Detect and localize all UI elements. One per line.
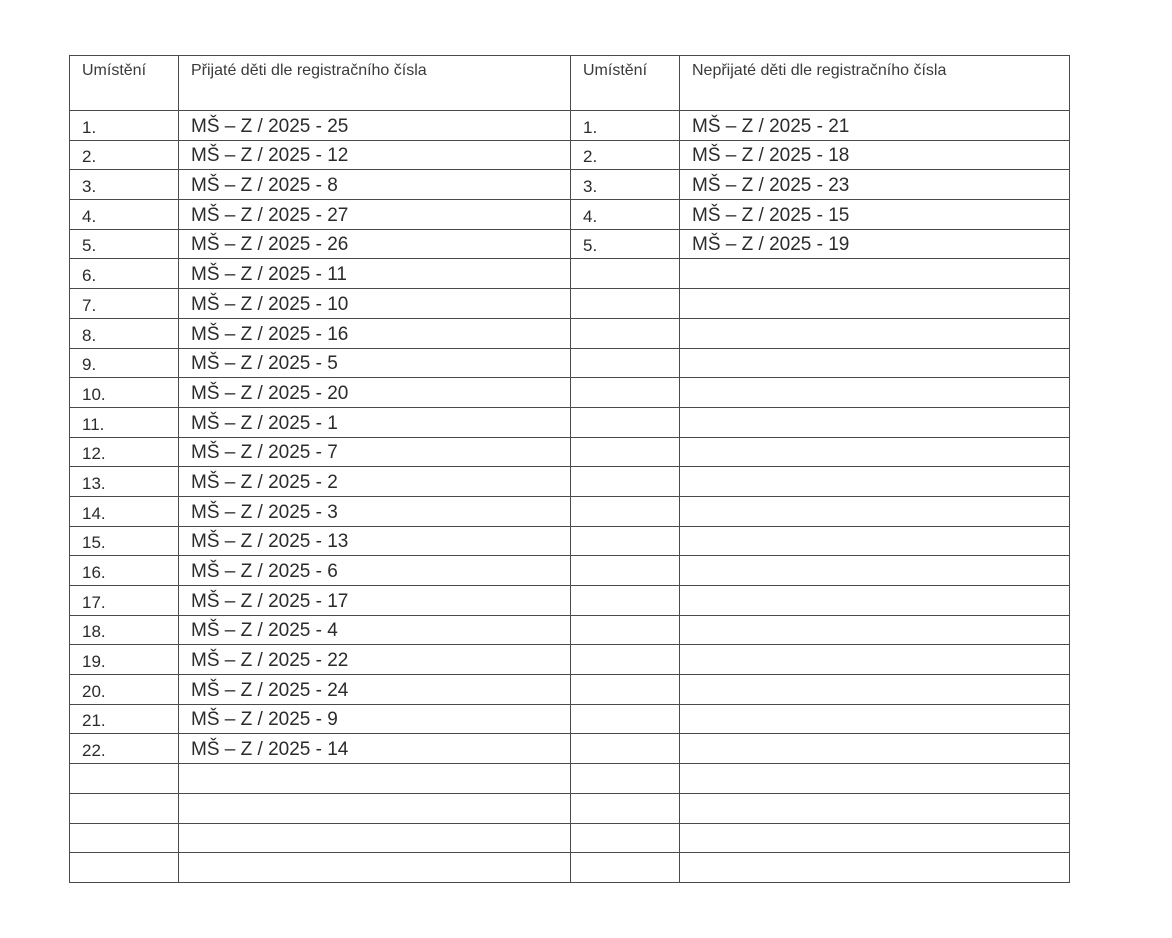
accepted-reg-cell: MŠ – Z / 2025 - 17 [179, 586, 571, 616]
rejected-rank-cell [571, 496, 680, 526]
rejected-reg-cell: MŠ – Z / 2025 - 19 [680, 229, 1070, 259]
rejected-rank-cell [571, 675, 680, 705]
accepted-rank-cell: 1. [70, 111, 179, 141]
rejected-rank-cell: 1. [571, 111, 680, 141]
accepted-rank-cell [70, 853, 179, 883]
rejected-reg-cell [680, 853, 1070, 883]
rejected-reg-cell [680, 823, 1070, 853]
table-row [70, 467, 1070, 497]
rejected-reg-cell [680, 407, 1070, 437]
rejected-reg-cell: MŠ – Z / 2025 - 15 [680, 200, 1070, 230]
accepted-reg-cell: MŠ – Z / 2025 - 26 [179, 229, 571, 259]
table-row [70, 823, 1070, 853]
rejected-rank-cell [571, 378, 680, 408]
accepted-reg-cell: MŠ – Z / 2025 - 7 [179, 437, 571, 467]
table-row [70, 378, 1070, 408]
table-row [70, 586, 1070, 616]
table-header-row [70, 56, 1070, 111]
accepted-rank-cell [70, 793, 179, 823]
accepted-reg-cell: MŠ – Z / 2025 - 25 [179, 111, 571, 141]
accepted-rank-cell: 17. [70, 586, 179, 616]
rejected-reg-cell [680, 467, 1070, 497]
accepted-reg-cell: MŠ – Z / 2025 - 16 [179, 318, 571, 348]
table-row [70, 407, 1070, 437]
accepted-rank-cell: 8. [70, 318, 179, 348]
table-row [70, 200, 1070, 230]
rejected-rank-cell [571, 259, 680, 289]
accepted-reg-cell: MŠ – Z / 2025 - 27 [179, 200, 571, 230]
rejected-rank-cell [571, 734, 680, 764]
rejected-rank-cell [571, 318, 680, 348]
rejected-reg-cell [680, 645, 1070, 675]
accepted-rank-cell: 6. [70, 259, 179, 289]
rejected-rank-cell: 2. [571, 140, 680, 170]
rejected-reg-cell [680, 318, 1070, 348]
table-row [70, 348, 1070, 378]
accepted-rank-cell [70, 764, 179, 794]
table-row [70, 764, 1070, 794]
rejected-reg-cell [680, 764, 1070, 794]
rejected-rank-cell [571, 467, 680, 497]
accepted-reg-cell: MŠ – Z / 2025 - 12 [179, 140, 571, 170]
accepted-reg-cell: MŠ – Z / 2025 - 8 [179, 170, 571, 200]
rejected-reg-cell: MŠ – Z / 2025 - 23 [680, 170, 1070, 200]
rejected-reg-cell [680, 526, 1070, 556]
rejected-reg-cell [680, 378, 1070, 408]
accepted-rank-cell: 5. [70, 229, 179, 259]
admission-results-sheet [69, 55, 1069, 883]
accepted-reg-cell: MŠ – Z / 2025 - 6 [179, 556, 571, 586]
rejected-rank-cell: 4. [571, 200, 680, 230]
accepted-reg-cell: MŠ – Z / 2025 - 3 [179, 496, 571, 526]
accepted-reg-cell: MŠ – Z / 2025 - 13 [179, 526, 571, 556]
accepted-rank-cell: 19. [70, 645, 179, 675]
table-row [70, 704, 1070, 734]
table-row [70, 170, 1070, 200]
accepted-rank-cell: 21. [70, 704, 179, 734]
rejected-rank-cell [571, 704, 680, 734]
accepted-reg-cell: MŠ – Z / 2025 - 4 [179, 615, 571, 645]
table-row [70, 645, 1070, 675]
accepted-reg-cell [179, 853, 571, 883]
table-row [70, 793, 1070, 823]
rejected-reg-cell [680, 704, 1070, 734]
header-rank-accepted: Umístění [70, 56, 179, 111]
accepted-reg-cell: MŠ – Z / 2025 - 10 [179, 289, 571, 319]
accepted-reg-cell: MŠ – Z / 2025 - 11 [179, 259, 571, 289]
accepted-rank-cell: 7. [70, 289, 179, 319]
rejected-rank-cell [571, 793, 680, 823]
table-row [70, 289, 1070, 319]
accepted-reg-cell: MŠ – Z / 2025 - 20 [179, 378, 571, 408]
accepted-reg-cell: MŠ – Z / 2025 - 5 [179, 348, 571, 378]
accepted-rank-cell: 20. [70, 675, 179, 705]
accepted-rank-cell: 2. [70, 140, 179, 170]
rejected-reg-cell [680, 734, 1070, 764]
rejected-reg-cell [680, 675, 1070, 705]
accepted-rank-cell: 10. [70, 378, 179, 408]
rejected-rank-cell [571, 437, 680, 467]
rejected-reg-cell [680, 615, 1070, 645]
accepted-reg-cell [179, 793, 571, 823]
rejected-rank-cell [571, 645, 680, 675]
admission-results-table [69, 55, 1070, 883]
accepted-reg-cell [179, 764, 571, 794]
header-rank-rejected: Umístění [571, 56, 680, 111]
accepted-rank-cell: 11. [70, 407, 179, 437]
header-accepted: Přijaté děti dle registračního čísla [179, 56, 571, 111]
rejected-reg-cell [680, 348, 1070, 378]
rejected-reg-cell [680, 289, 1070, 319]
accepted-rank-cell: 22. [70, 734, 179, 764]
table-row [70, 140, 1070, 170]
rejected-reg-cell [680, 586, 1070, 616]
accepted-reg-cell [179, 823, 571, 853]
accepted-rank-cell: 9. [70, 348, 179, 378]
rejected-reg-cell [680, 259, 1070, 289]
accepted-rank-cell: 13. [70, 467, 179, 497]
header-rejected: Nepřijaté děti dle registračního čísla [680, 56, 1070, 111]
rejected-rank-cell [571, 556, 680, 586]
table-row [70, 496, 1070, 526]
accepted-rank-cell [70, 823, 179, 853]
accepted-reg-cell: MŠ – Z / 2025 - 22 [179, 645, 571, 675]
rejected-rank-cell [571, 586, 680, 616]
accepted-rank-cell: 12. [70, 437, 179, 467]
table-row [70, 437, 1070, 467]
rejected-rank-cell [571, 615, 680, 645]
table-row [70, 318, 1070, 348]
table-row [70, 734, 1070, 764]
accepted-rank-cell: 18. [70, 615, 179, 645]
accepted-rank-cell: 15. [70, 526, 179, 556]
table-row [70, 853, 1070, 883]
rejected-rank-cell [571, 853, 680, 883]
rejected-rank-cell [571, 526, 680, 556]
table-row [70, 556, 1070, 586]
table-row [70, 615, 1070, 645]
accepted-reg-cell: MŠ – Z / 2025 - 9 [179, 704, 571, 734]
table-row [70, 526, 1070, 556]
table-row [70, 259, 1070, 289]
rejected-rank-cell [571, 289, 680, 319]
rejected-rank-cell [571, 348, 680, 378]
rejected-reg-cell: MŠ – Z / 2025 - 21 [680, 111, 1070, 141]
accepted-reg-cell: MŠ – Z / 2025 - 14 [179, 734, 571, 764]
table-row [70, 111, 1070, 141]
rejected-rank-cell [571, 823, 680, 853]
rejected-reg-cell [680, 556, 1070, 586]
rejected-reg-cell [680, 793, 1070, 823]
rejected-rank-cell: 3. [571, 170, 680, 200]
accepted-reg-cell: MŠ – Z / 2025 - 1 [179, 407, 571, 437]
rejected-reg-cell [680, 496, 1070, 526]
accepted-rank-cell: 14. [70, 496, 179, 526]
rejected-rank-cell [571, 764, 680, 794]
rejected-reg-cell: MŠ – Z / 2025 - 18 [680, 140, 1070, 170]
accepted-rank-cell: 16. [70, 556, 179, 586]
accepted-rank-cell: 4. [70, 200, 179, 230]
rejected-rank-cell: 5. [571, 229, 680, 259]
rejected-rank-cell [571, 407, 680, 437]
accepted-reg-cell: MŠ – Z / 2025 - 2 [179, 467, 571, 497]
table-row [70, 675, 1070, 705]
rejected-reg-cell [680, 437, 1070, 467]
accepted-rank-cell: 3. [70, 170, 179, 200]
table-row [70, 229, 1070, 259]
accepted-reg-cell: MŠ – Z / 2025 - 24 [179, 675, 571, 705]
